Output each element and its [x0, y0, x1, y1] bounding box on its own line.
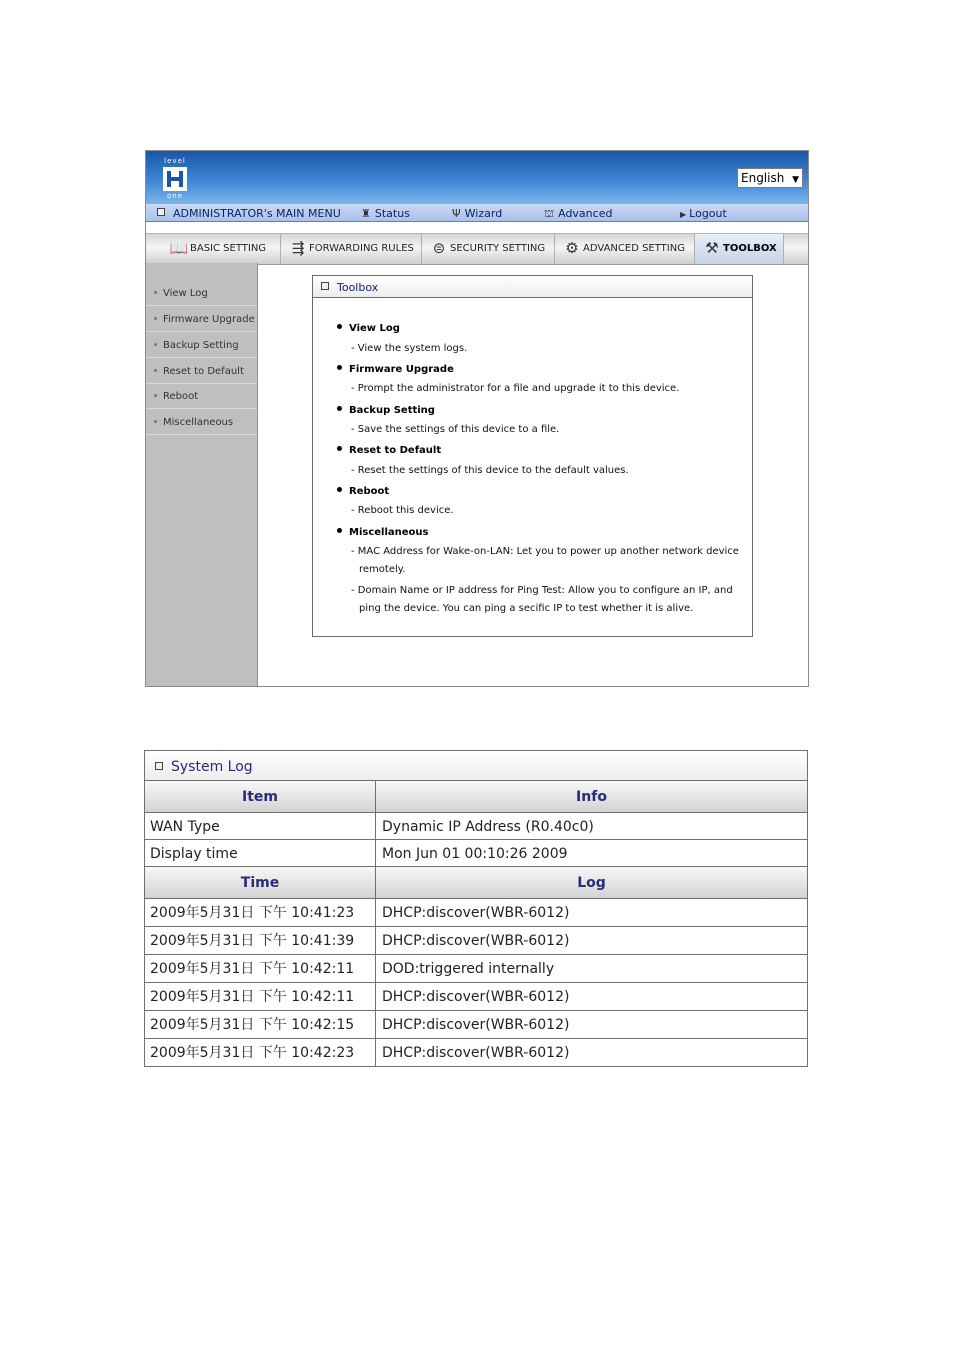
system-log-table — [144, 750, 808, 1067]
sidebar-item-reset-to-default[interactable]: Reset to Default — [146, 359, 257, 384]
section-view-log-desc: - View the system logs. — [351, 343, 468, 354]
cell-time: 2009年5月31日 下午 10:42:23 — [145, 1039, 376, 1066]
cell-time: 2009年5月31日 下午 10:42:11 — [145, 983, 376, 1010]
menu-status[interactable]: ♜ Status — [361, 204, 410, 221]
table-row — [144, 813, 808, 840]
tab-toolbox[interactable]: ⚒ TOOLBOX — [695, 234, 784, 264]
cell-log: DOD:triggered internally — [382, 961, 555, 977]
toolbox-icon: ⚒ — [705, 239, 719, 257]
sidebar-item-view-log[interactable]: View Log — [146, 281, 257, 306]
sidebar-item-firmware-upgrade[interactable]: Firmware Upgrade — [146, 307, 257, 332]
language-selected: English — [741, 171, 785, 185]
table-row — [144, 955, 808, 983]
chevron-down-icon: ▼ — [792, 175, 799, 185]
table-row — [144, 927, 808, 955]
cell-time: 2009年5月31日 下午 10:42:11 — [145, 955, 376, 982]
table-row — [144, 1011, 808, 1039]
bullet-icon — [337, 487, 342, 492]
table-row — [144, 840, 808, 867]
section-view-log-title: View Log — [337, 323, 400, 334]
column-header-log: Log — [577, 875, 606, 891]
section-reboot-title: Reboot — [337, 486, 389, 497]
section-backup-setting-desc: - Save the settings of this device to a file. — [351, 424, 560, 435]
table-row — [144, 1039, 808, 1067]
cell-log: DHCP:discover(WBR-6012) — [382, 905, 570, 921]
logo-bottom-text: one — [166, 192, 184, 200]
sidebar-item-miscellaneous[interactable]: Miscellaneous — [146, 410, 257, 435]
section-miscellaneous-title: Miscellaneous — [337, 527, 429, 538]
lock-icon: ⊜ — [432, 239, 446, 257]
bullet-icon — [337, 406, 342, 411]
column-header-info: Info — [576, 789, 607, 805]
logo-top-text: level — [164, 157, 186, 165]
bullet-icon — [154, 420, 157, 423]
bullet-icon — [154, 317, 157, 320]
bullet-icon — [154, 369, 157, 372]
toolbox-title: Toolbox — [313, 276, 752, 298]
tab-basic-setting[interactable]: 📖 BASIC SETTING — [146, 234, 281, 264]
cell-info: Mon Jun 01 00:10:26 2009 — [382, 846, 568, 862]
forwarding-icon: ⇶ — [291, 239, 305, 257]
toolbox-panel — [312, 275, 753, 637]
logo-mark — [163, 167, 187, 191]
cell-log: DHCP:discover(WBR-6012) — [382, 1017, 570, 1033]
column-header-time: Time — [145, 867, 376, 898]
menu-advanced[interactable]: ⛫ Advanced — [544, 204, 612, 221]
section-miscellaneous-desc-2: remotely. — [359, 564, 406, 575]
router-admin-window — [145, 150, 809, 687]
section-firmware-upgrade-desc: - Prompt the administrator for a file and upgrade it to this device. — [351, 383, 680, 394]
sidebar — [146, 263, 258, 687]
square-bullet-icon — [155, 762, 163, 770]
section-firmware-upgrade-title: Firmware Upgrade — [337, 364, 454, 375]
cell-time: 2009年5月31日 下午 10:41:23 — [145, 899, 376, 926]
book-icon: 📖 — [169, 239, 189, 257]
menu-wizard[interactable]: Ψ Wizard — [452, 204, 502, 221]
section-miscellaneous-desc-4: ping the device. You can ping a secific IP to test whether it is alive. — [359, 603, 694, 614]
bullet-icon — [337, 446, 342, 451]
settings-icon: ⚙ — [565, 239, 579, 257]
person-icon: ♜ — [361, 207, 371, 220]
arrow-right-icon: ▶ — [680, 210, 687, 219]
system-log-title: System Log — [144, 750, 808, 781]
section-miscellaneous-desc-3: - Domain Name or IP address for Ping Test: Allow you to configure an IP, and — [351, 585, 733, 596]
info-header-row — [144, 781, 808, 813]
section-reset-title: Reset to Default — [337, 445, 441, 456]
tab-advanced-setting[interactable]: ⚙ ADVANCED SETTING — [555, 234, 695, 264]
bullet-icon — [154, 291, 157, 294]
cell-time: 2009年5月31日 下午 10:41:39 — [145, 927, 376, 954]
sidebar-item-backup-setting[interactable]: Backup Setting — [146, 333, 257, 358]
square-bullet-icon — [321, 282, 329, 290]
table-row — [144, 983, 808, 1011]
cell-info: Dynamic IP Address (R0.40c0) — [382, 819, 594, 835]
tab-forwarding-rules[interactable]: ⇶ FORWARDING RULES — [281, 234, 422, 264]
sidebar-item-reboot[interactable]: Reboot — [146, 384, 257, 409]
levelone-logo — [162, 157, 188, 199]
bullet-icon — [154, 343, 157, 346]
section-reset-desc: - Reset the settings of this device to the default values. — [351, 465, 629, 476]
section-backup-setting-title: Backup Setting — [337, 405, 435, 416]
section-reboot-desc: - Reboot this device. — [351, 505, 454, 516]
cell-item: Display time — [145, 840, 376, 866]
bullet-icon — [337, 324, 342, 329]
main-menu-bar — [146, 204, 808, 222]
square-bullet-icon — [157, 208, 165, 216]
cell-item: WAN Type — [145, 813, 376, 839]
main-menu-title: ADMINISTRATOR's MAIN MENU — [157, 204, 341, 221]
bullet-icon — [337, 528, 342, 533]
tab-security-setting[interactable]: ⊜ SECURITY SETTING — [422, 234, 555, 264]
cell-time: 2009年5月31日 下午 10:42:15 — [145, 1011, 376, 1038]
bullet-icon — [337, 365, 342, 370]
cell-log: DHCP:discover(WBR-6012) — [382, 1045, 570, 1061]
column-header-item: Item — [145, 781, 376, 812]
settings-tabs — [146, 233, 808, 265]
table-row — [144, 899, 808, 927]
section-miscellaneous-desc-1: - MAC Address for Wake-on-LAN: Let you to power up another network device — [351, 546, 739, 557]
cell-log: DHCP:discover(WBR-6012) — [382, 989, 570, 1005]
advanced-icon: ⛫ — [544, 207, 555, 220]
language-select[interactable] — [737, 168, 803, 188]
log-header-row — [144, 867, 808, 899]
header-banner — [146, 151, 808, 204]
bullet-icon — [154, 394, 157, 397]
cell-log: DHCP:discover(WBR-6012) — [382, 933, 570, 949]
menu-logout[interactable]: ▶ Logout — [680, 204, 727, 221]
wizard-icon: Ψ — [452, 207, 461, 220]
